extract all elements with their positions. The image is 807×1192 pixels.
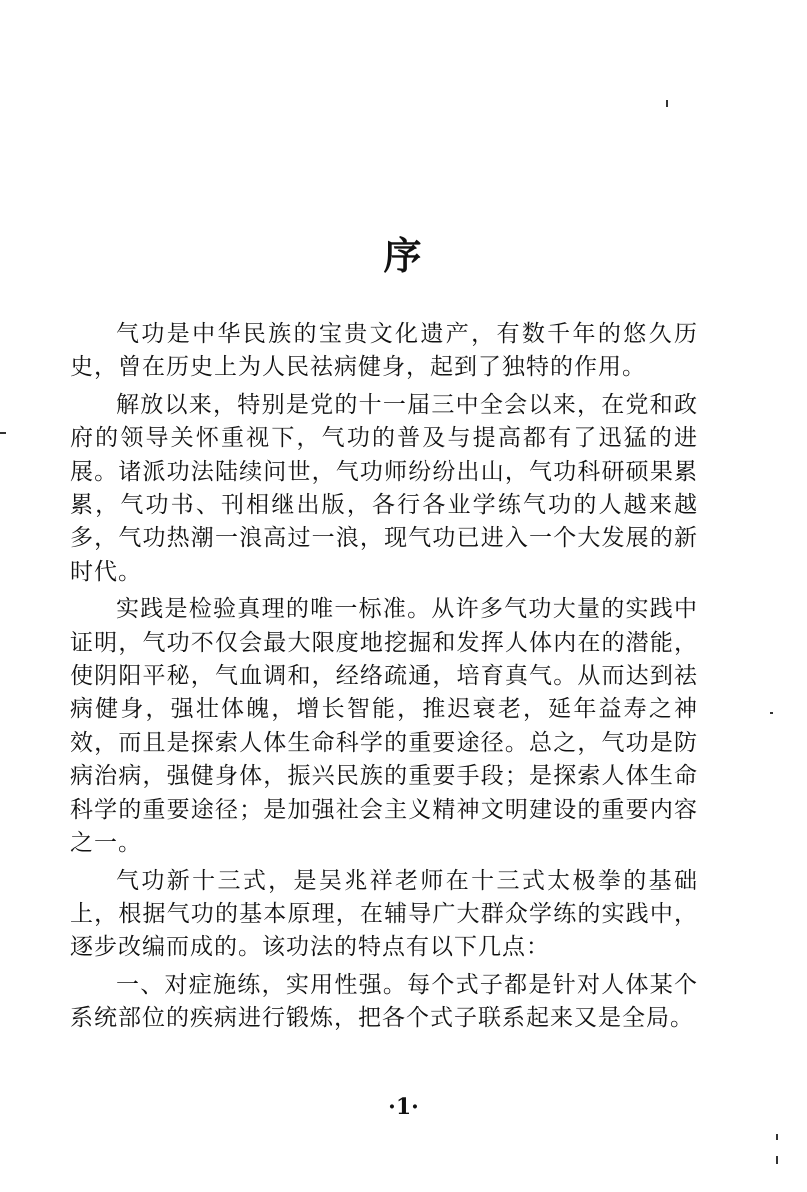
scan-speck xyxy=(776,1134,778,1140)
scan-speck xyxy=(776,1156,778,1164)
scan-speck xyxy=(0,432,6,434)
paragraph-2: 解放以来，特别是党的十一届三中全会以来，在党和政府的领导关怀重视下，气功的普及与提高都有了迅猛的进展。诸派功法陆续问世，气功师纷纷出山，气功科研硕果累累，气功书、刊相继出版，各行各业学练气功的人越来越多，气功热潮一浪高过一浪，现气功已进入一个大发展的新时代。 xyxy=(70,391,698,585)
paragraph-3: 实践是检验真理的唯一标准。从许多气功大量的实践中证明，气功不仅会最大限度地挖掘和发挥人体内在的潜能，使阴阳平秘，气血调和，经络疏通，培育真气。从而达到祛病健身，强壮体魄，增长智能，推迟衰老，延年益寿之神效，而且是探索人体生命科学的重要途径。总之，气功是防病治病，强健身体，振兴民族的重要手段；是探索人体生命科学的重要途径；是加强社会主义精神文明建设的重要内容之一。 xyxy=(70,596,698,857)
preface-body xyxy=(70,318,698,1040)
page-number: ·1· xyxy=(388,1094,419,1120)
paragraph-5: 一、对症施练，实用性强。每个式子都是针对人体某个系统部位的疾病进行锻炼，把各个式子联系起来又是全局。 xyxy=(70,971,698,1032)
paragraph-4: 气功新十三式，是吴兆祥老师在十三式太极拳的基础上，根据气功的基本原理，在辅导广大群众学练的实践中，逐步改编而成的。该功法的特点有以下几点： xyxy=(70,867,698,961)
paragraph-1: 气功是中华民族的宝贵文化遗产，有数千年的悠久历史，曾在历史上为人民祛病健身，起到了独特的作用。 xyxy=(70,321,698,381)
scan-speck xyxy=(770,712,773,714)
scan-speck xyxy=(666,100,668,107)
page-title: 序 xyxy=(383,234,424,278)
